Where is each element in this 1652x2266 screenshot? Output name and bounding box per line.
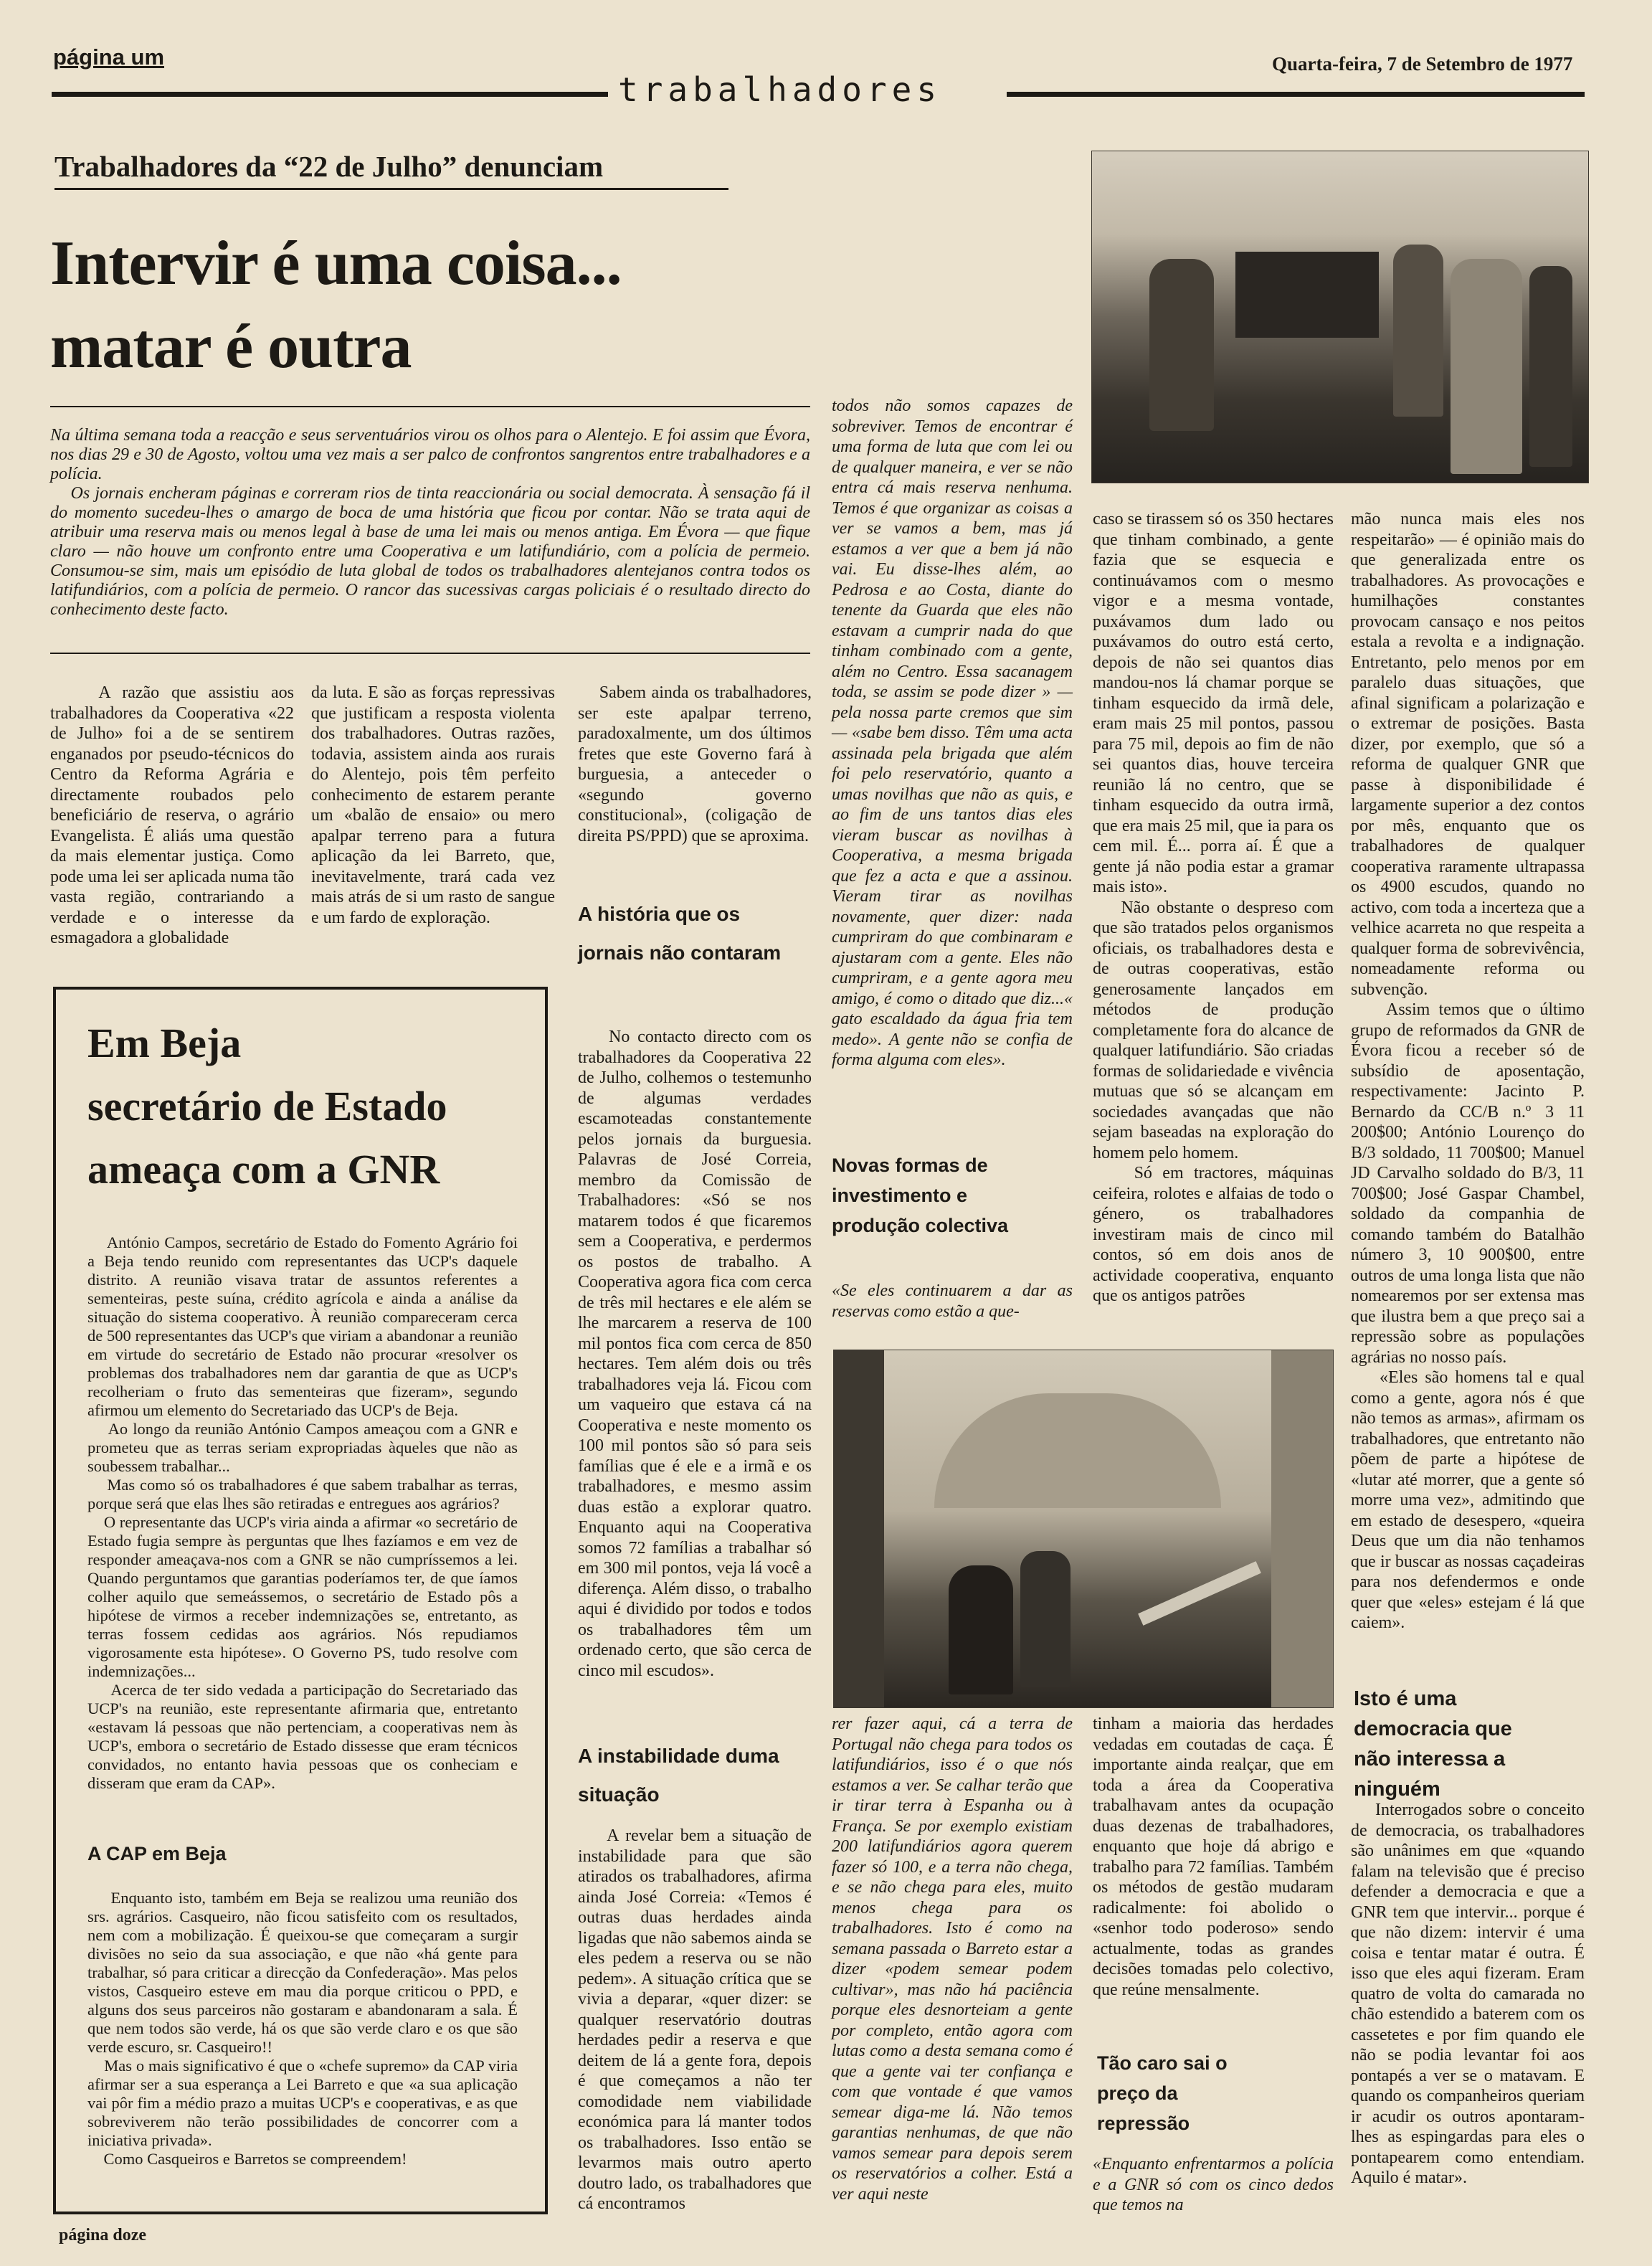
subhead-tao-caro: Tão caro sai o preço da repressão: [1097, 2052, 1228, 2134]
story-column-1: A razão que assistiu aos trabalhadores da Cooperativa «22 de Julho» foi a de se sentirem enganados por pseudo-técnicos do Centro da Reforma Agrária e directamente roubados pelo beneficiário de reserva, o agrário Evangelista. É aliás uma questão da mais elementar justiça. Como pode uma lei ser aplicada numa tão vasta região, contrariando a verdade e o interesse da esmagadora a globalidade: [50, 683, 298, 947]
box-body-1: António Campos, secretário de Estado do Fomento Agrário foi a Beja tendo reunido com representantes das UCP's daquele distrito. A reunião visava tratar de assuntos referentes a sementeiras, peste suína, crédito agrícola e ainda a análise da situação do sistema cooperativo. À reunião compareceram cerca de 500 representantes das UCP's que viriam a abandonar a reunião em virtude do secretário de Estado não procurar «resolver os problemas dos trabalhadores nem dar garantia de que as UCP's recolheriam o fruto das sementeiras que fizeram», segundo afirmou um elemento do Secretariado das UCP's de Beja. Ao longo da reunião António Campos ameaçou com a GNR e prometeu que as terras seriam expropriadas àqueles que não as soubessem trabalhar... Mas como só os trabalhadores é que sabem trabalhar as terras, porque será que elas lhes são retiradas e entregues aos agrários? O representante das UCP's viria ainda a afirmar «o secretário de Estado fugia sempre às perguntas que lhes fazíamos e em vez de responder ameaçava-nos com a GNR se não cumpríssemos a lei. Quando perguntamos que garantias poderíamos ter, de que íamos colher aquilo que semeássemos, o secretário de Estado pôs a hipótese de virmos a receber indemnizações se, entretanto, as terras fossem cedidas aos agrários. Nós repudiamos vigorosamente esta hipótese». O Governo PS, tudo resolve com indemnizações... Acerca de ter sido vedada a participação do Secretariado das UCP's na reunião, este representante afirmaria que, entretanto «estavam lá pessoas que não pertenciam, a cooperativas nem às UCP's, embora o secretário de Estado dissesse que eram técnicos convidados, no entanto havia pessoas que os conheciam e disseram que eram da CAP».: [87, 1233, 518, 1792]
story-kicker: Trabalhadores da “22 de Julho” denunciam: [54, 150, 604, 183]
box-body-2: Enquanto isto, também em Beja se realizou uma reunião dos srs. agrários. Casqueiro, não ficou satisfeito com os resultados, nem com a mobilização. É queixou-se que começaram a surgir divisões no seio da sua associação, e que não «há gente para trabalhar, só para criticar a direcção da Confederação». Mas pelos vistos, Casqueiro esteve em mau dia porque criticou o PPD, e alguns dos seus parceiros não gostaram e abandonaram a sala. É que nem todos são verde, há os que são verde claro e os que são verde escuro, sr. Casqueiro!! Mas o mais significativo é que o «chefe supremo» da CAP viria afirmar ser a sua esperança a Lei Barreto e que «a sua aplicação vai pôr fim a médio prazo a muitas UCP's e cooperativas, e as que sobreviverem não terão possibilidades de concorrer com a iniciativa privada». Como Casqueiros e Barretos se compreendem!: [87, 1889, 518, 2168]
section-title: trabalhadores: [618, 70, 942, 109]
story-column-6-bottom: Interrogados sobre o conceito de democracia, os trabalhadores são unânimes em que «quando falam na televisão que é preciso defender a democracia e que a GNR tem que intervir... porque é que não dizem: intervir é uma coisa e tentar matar é outra. É isso que eles aqui fizeram. Eram quatro de volta do camarada no chão estendido a baterem com os cassetetes e por fim quando ele não se podia levantar foi aos pontapés a ver se o matavam. E quando os companheiros queriam ir acudir os outros apontaram-lhes as espingardas para eles o pontapearem como entendiam. Aquilo é matar».: [1351, 1801, 1590, 2187]
story-column-5-quote: «Enquanto enfrentarmos a polícia e a GNR só com os cinco dedos que temos na: [1093, 2155, 1338, 2214]
story-column-4-quote: «Se eles continuarem a dar as reservas como estão a que-: [832, 1281, 1077, 1321]
lead-paragraph: Na última semana toda a reacção e seus serventuários virou os olhos para o Alentejo. E foi assim que Évora, nos dias 29 e 30 de Agosto, voltou uma vez mais a ser palco de confrontos sangrentos entre trabalhadores e a polícia. Os jornais encheram páginas e correram rios de tinta reaccionária ou social democrata. À sensação fá il do momento sucedeu-lhes o amargo de boca de uma história que ficou por contar. Não se trata aqui de atribuir uma reserva mais ou menos legal à base de uma lei mais ou menos antiga. Em Évora — que fique claro — não houve um confronto entre uma Cooperativa e um latifundiário, com a polícia de permeio. Consumou-se sim, mais um episódio de luta global de todos os trabalhadores alentejanos contra todos os latifundiários, com a polícia de permeio. O rancor das sucessivas cargas policiais é o resultado directo do conhecimento deste facto.: [50, 426, 811, 619]
lead-rule-bottom: [50, 653, 810, 654]
box-headline-3: ameaça com a GNR: [87, 1146, 440, 1193]
story-column-2: da luta. E são as forças repressivas que justificam a resposta violenta dos trabalhadores. Outras razões, todavia, assistem ainda aos rurais do Alentejo, pois têm perfeito conhecimento de estarem perante um «balão de ensaio» ou mero apalpar terreno para a futura aplicação da lei Barreto, que, inevitavelmente, trará cada vez mais atrás de si um rasto de sangue e um fardo de exploração.: [311, 683, 559, 927]
story-column-4-top: todos não somos capazes de sobreviver. Temos de encontrar é uma forma de luta que com lei ou de qualquer maneira, e ver se não entra cá mais reserva nenhuma. Temos é que organizar as coisas a ver se vamos a bem, mas já estamos a ver que a bem já não vai. Eu disse-lhes além, ao Pedrosa e ao Costa, diante do tenente da Guarda que eles não estavam a cumprir nada do que tinham combinado com a gente, além no Centro. Essa sacanagem toda, se assim se pode dizer » — pela nossa parte cremos que sim — «sabe bem disso. Têm uma acta assinada pela brigada que além foi pelo reservatório, quanto a umas novilhas que não as quis, e ao fim de uns tantos dias eles vieram buscar as novilhas à Cooperativa, a mesma brigada que fez a acta e que a assinou. Vieram tirar as novilhas novamente, quer dizer: nada cumpriram do que combinaram e ajustaram com a gente. Eles não cumpriram, e a gente agora meu amigo, é como o ditado que diz...« gato escaldado da água fria tem medo». A gente não se confia de forma alguma com eles».: [832, 397, 1077, 1069]
box-headline-1: Em Beja: [87, 1020, 242, 1066]
page-footer: página doze: [59, 2226, 147, 2244]
subhead-novas-formas: Novas formas de investimento e produção colectiva: [832, 1155, 1009, 1236]
box-headline-2: secretário de Estado: [87, 1083, 447, 1129]
story-column-5-bottom: tinham a maioria das herdades vedadas em coutadas de caça. É importante ainda realçar, que em toda a área da Cooperativa trabalhavam antes da ocupação duas dezenas de trabalhadores, enquanto que hoje dá abrigo e trabalho para 72 famílias. Também os métodos de gestão mudaram radicalmente: foi abolido o «senhor todo poderoso» sendo actualmente, todas as grandes decisões tomadas pelo colectivo, que reúne mensalmente.: [1093, 1715, 1338, 1999]
story-column-4-bottom: rer fazer aqui, cá a terra de Portugal não chega para todos os latifundiários, isso é o que nós estamos a ver. Se calhar terão que ir tirar terra à Espanha ou à França. Se por exemplo existiam 200 latifundiários agora querem fazer só 100, e a terra não chega, e se não chega para eles, muito menos chega para os trabalhadores. Isto é como na semana passada o Barreto estar a dizer «podem semear podem cultivar», mas não há paciência porque eles desnorteiam a gente por completo, então agora com lutas como a desta semana como é que a gente vai ter confiança e com que vontade é que vamos semear diga-me lá. Não temos garantias nenhumas, de que não vamos semear para depois serem os reservatórios a colher. Está a ver aqui neste: [832, 1715, 1077, 2204]
masthead-rule-left: [52, 92, 608, 97]
story-column-3-body: No contacto directo com os trabalhadores da Cooperativa 22 de Julho, colhemos o testemunho de algumas verdades escamoteadas constantemente pelos jornais da burguesia. Palavras de José Correia, membro da Comissão de Trabalhadores: «Só se nos matarem todos é que ficaremos sem a Cooperativa, e perdermos os postos de trabalho. A Cooperativa agora fica com cerca de três mil hectares e ele além se lhe marcarem a reserva de 100 mil pontos fica com cerca de 850 hectares. Tem além dois ou três trabalhadores veja lá. Ficou com um vaqueiro que estava cá na Cooperativa e neste momento os 100 mil pontos são só para seis famílias que é ele e a irmã e os trabalhadores, e mesmo assim duas estão a explorar quatro. Enquanto aqui na Cooperativa somos 72 famílias a trabalhar só em 300 mil pontos, veja lá você a diferença. Além disso, o trabalho aqui é dividido por todos e todos os trabalhadores têm um ordenado certo, que são cerca de cinco mil escudos».: [578, 1028, 817, 1680]
subhead-historia: A história que os jornais não contaram: [578, 903, 782, 964]
subhead-democracia: Isto é uma democracia que não interessa a ninguém: [1354, 1687, 1512, 1801]
kicker-underline: [54, 188, 728, 190]
photo-women-doorway: [833, 1350, 1334, 1708]
photo-workers-tractors: [1091, 151, 1589, 483]
headline-line-2: matar é outra: [50, 312, 412, 381]
story-column-5-top: caso se tirassem só os 350 hectares que tinham combinado, a gente fazia que se esquecia e continuávamos com o mesmo vigor e a mesma vontade, puxávamos dum lado ou puxávamos do outro está certo, depois de não sei quantos dias mandou-nos lá chamar porque se tinham esquecido da irmã dele, eram mais 25 mil pontos, passou para 75 mil, depois ao fim de não sei quantos dias, houve terceira reunião lá no centro, que se tinham esquecido da outra irmã, que era mais 25 mil, que ia para os cem mil. É... porra aí. É que a gente já não podia estar a gramar mais isto». Não obstante o despreso com que são tratados pelos organismos oficiais, os trabalhadores desta e de outras cooperativas, estão generosamente lançados em métodos de produção completamente fora do alcance de qualquer latifundiário. São criadas formas de solidariedade e vivência mutuas que só se alcançam em sociedades avançadas que não sejam baseadas na exploração do homem pelo homem. Só em tractores, máquinas ceifeira, rolotes e alfaias de todo o género, os trabalhadores investiram mais de cinco mil contos, só em dois anos de actividade cooperativa, enquanto que os antigos patrões: [1093, 510, 1334, 1305]
issue-date: Quarta-feira, 7 de Setembro de 1977: [1272, 53, 1573, 75]
page-label: página um: [53, 44, 165, 70]
masthead-rule-right: [1007, 92, 1585, 97]
beja-sidebar-box: [53, 987, 548, 2214]
subhead-instabilidade: A instabilidade duma situação: [578, 1745, 779, 1806]
lead-rule-top: [50, 406, 810, 407]
story-column-6-top: mão nunca mais eles nos respeitarão» — é opinião mais do que generalizada entre os trabalhadores. As provocações e humilhações constantes provocam cansaço e nos peitos estala a revolta e a indignação. Entretanto, pelo menos por em paralelo duas situações, que afinal significam a polarização e o extremar de posições. Basta dizer, por exemplo, que só a reforma de qualquer GNR que passe à disponibilidade é largamente superior a dez contos por mês, enquanto que os trabalhadores de qualquer cooperativa raramente ultrapassa os 4900 escudos, quando no activo, com toda a incerteza que a velhice acarreta no que respeita a qualquer forma de sobrevivência, nomeadamente reforma ou subvenção. Assim temos que o último grupo de reformados da GNR de Évora ficou a receber só de subsídio de aposentação, respectivamente: Jacinto P. Bernardo da CC/B n.º 3 11 200$00; António Lourenço do B/3 soldado, 11 700$00; Manuel JD Carvalho soldado do B/3, 11 700$00; José Gaspar Chambel, soldado da companhia de comando também do Batalhão número 3, 10 900$00, entre outros de uma longa lista que não nomearemos por ser extensa mas que ilustra bem a que preço sai a repressão sobre as populações agrárias no nosso país. «Eles são homens tal e qual como a gente, agora nós é que não temos as armas», afirmam os trabalhadores, que entretanto não põem de parte a hipótese de «lutar até morrer, que a gente só morre uma vez», admitindo que em estado de desespero, «queira Deus que um dia não tenhamos que ir buscar as nossas caçadeiras para nos defendermos e onde quer que «eles» estejam é lá que caiem».: [1351, 510, 1585, 1632]
story-column-3-bottom: A revelar bem a situação de instabilidade para que são atirados os trabalhadores, afirma ainda José Correia: «Temos é outras duas herdades ainda ligadas que não sabemos ainda se eles pedem a reserva ou se não pedem». A situação crítica que se vivia a deparar, «quer dizer: se qualquer reservatório doutras herdades pedir a reserva e que deitem de lá a gente fora, depois é que começamos a não ter comodidade nem viabilidade económica para lá manter todos os trabalhadores. Isso então se levarmos mais outro aperto doutro lado, os trabalhadores que cá encontramos: [578, 1826, 817, 2213]
box-subhead-cap: A CAP em Beja: [87, 1843, 227, 1864]
headline-line-1: Intervir é uma coisa...: [50, 229, 622, 298]
story-column-3-top: Sabem ainda os trabalhadores, ser este apalpar terreno, paradoxalmente, um dos últimos fretes que este Governo fará à burguesia, a anteceder o «segundo governo constitucional», (coligação de direita PS/PPD) que se aproxima.: [578, 683, 817, 845]
